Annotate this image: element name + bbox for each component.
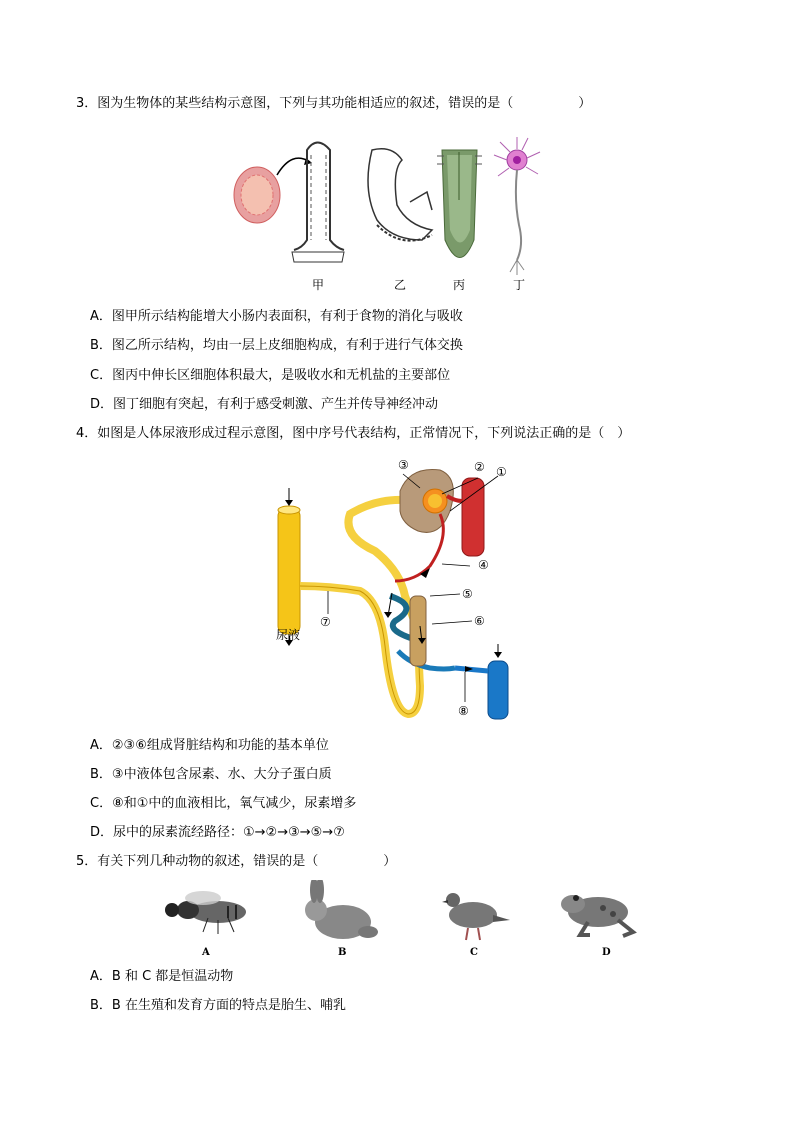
q4-option-d: D．尿中的尿素流经路径：①→②→③→⑤→⑦ — [90, 825, 345, 840]
marker-1: ① — [496, 465, 507, 479]
urine-label: 尿液 — [276, 628, 301, 642]
marker-2: ② — [474, 460, 485, 474]
bee-image — [165, 891, 246, 934]
q5-stem: 5．有关下列几种动物的叙述，错误的是（ ） — [76, 854, 397, 869]
q4-option-c: C．⑧和①中的血液相比，氧气减少，尿素增多 — [90, 796, 357, 811]
fig-label-ding: 丁 — [513, 278, 526, 292]
animal-label-b: B — [338, 947, 347, 958]
frog-image — [561, 895, 633, 936]
fig-label-bing: 丙 — [453, 278, 466, 292]
animal-label-a: A — [202, 947, 210, 958]
animals-figure — [148, 880, 648, 950]
fig-label-jia: 甲 — [312, 278, 325, 292]
marker-3: ③ — [398, 458, 409, 472]
animal-label-d: D — [602, 947, 611, 958]
root-tip-image — [437, 150, 482, 258]
q5-option-a: A．B 和 C 都是恒温动物 — [90, 969, 234, 984]
pigeon-image — [442, 893, 510, 940]
marker-5: ⑤ — [462, 587, 473, 601]
q4-option-b: B．③中液体包含尿素、水、大分子蛋白质 — [90, 767, 332, 782]
marker-7: ⑦ — [320, 615, 331, 629]
q3-option-d: D．图丁细胞有突起，有利于感受刺激、产生并传导神经冲动 — [90, 397, 439, 412]
marker-4: ④ — [478, 558, 489, 572]
q3-option-c: C．图丙中伸长区细胞体积最大，是吸收水和无机盐的主要部位 — [90, 368, 451, 383]
q4-stem: 4．如图是人体尿液形成过程示意图，图中序号代表结构，正常情况下，下列说法正确的是（ ） — [76, 426, 631, 441]
q3-option-a: A．图甲所示结构能增大小肠内表面积，有利于食物的消化与吸收 — [90, 309, 463, 324]
q5-option-b: B．B 在生殖和发育方面的特点是胎生、哺乳 — [90, 998, 346, 1013]
q3-option-b: B．图乙所示结构，均由一层上皮细胞构成，有利于进行气体交换 — [90, 338, 463, 353]
rabbit-image — [305, 880, 378, 939]
neuron-image — [494, 137, 540, 275]
small-intestine-villus-image — [234, 143, 344, 263]
fig-label-yi: 乙 — [394, 278, 407, 292]
q3-stem: 3．图为生物体的某些结构示意图，下列与其功能相适应的叙述，错误的是（ ） — [76, 96, 592, 111]
q4-option-a: A．②③⑥组成肾脏结构和功能的基本单位 — [90, 738, 329, 753]
marker-8: ⑧ — [458, 704, 469, 718]
nephron-diagram — [270, 456, 530, 726]
animal-label-c: C — [470, 947, 478, 958]
alveolus-image — [368, 149, 432, 241]
q3-figure — [232, 130, 552, 290]
marker-6: ⑥ — [474, 614, 485, 628]
